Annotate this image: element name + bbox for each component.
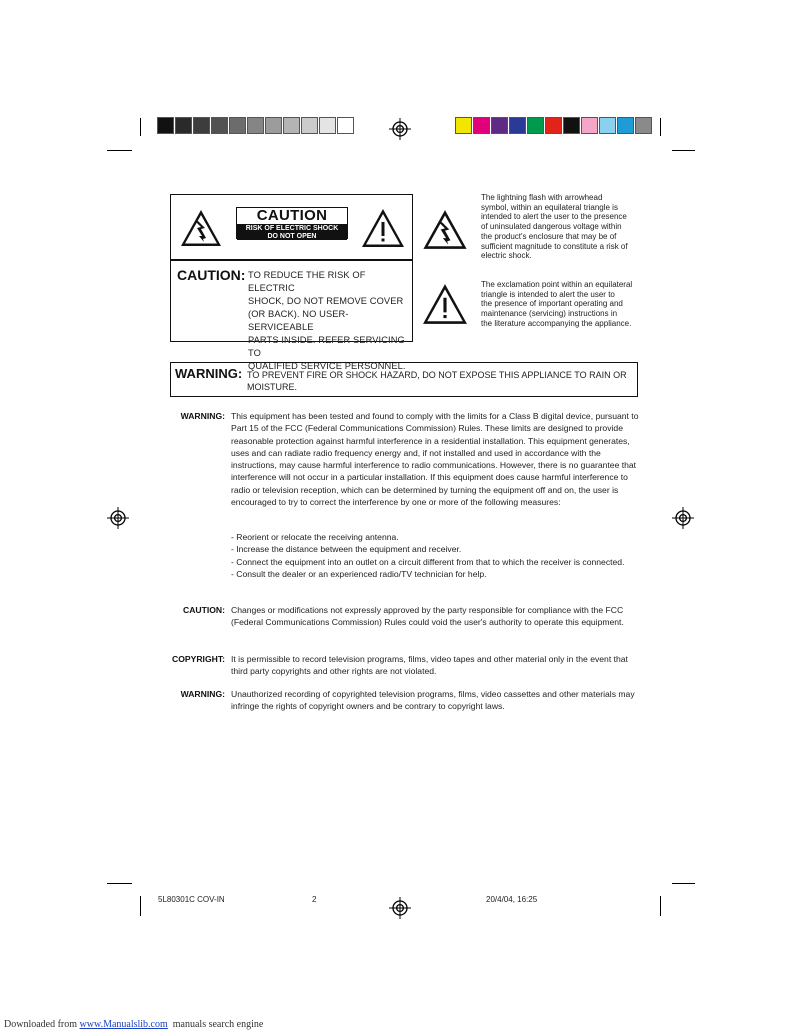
lightning-symbol-description — [481, 193, 643, 261]
download-line — [4, 1019, 263, 1030]
color-swatch — [473, 117, 490, 134]
caution-box — [170, 194, 413, 371]
footer-page-number: 2 — [312, 895, 317, 904]
warning-text: TO PREVENT FIRE OR SHOCK HAZARD, DO NOT EXPOSE THIS APPLIANCE TO RAIN OR MOISTURE. — [247, 370, 627, 392]
color-swatch — [563, 117, 580, 134]
caution-label-subtitle — [237, 224, 347, 240]
crop-mark — [140, 896, 141, 916]
fcc-warning-label: WARNING: — [180, 411, 225, 421]
description-line: the presence of important operating and — [481, 299, 623, 309]
caution-label-title: CAUTION — [237, 208, 347, 224]
color-swatch — [599, 117, 616, 134]
crop-mark — [672, 150, 695, 151]
color-swatch — [157, 117, 174, 134]
crop-mark — [107, 883, 132, 884]
caution-text: Changes or modifications not expressly approved by the party responsible for compliance with the FCC (Federal Communications Commission) Rules could void the user's authority to operate this equipment. — [231, 605, 624, 628]
description-line: of uninsulated dangerous voltage within — [481, 222, 622, 232]
list-item: - Connect the equipment into an outlet on a circuit different from that to which the receiver is connected. — [231, 556, 625, 567]
description-line: maintenance (servicing) instructions in — [481, 309, 618, 319]
registration-mark-icon — [389, 118, 411, 140]
crop-mark — [660, 896, 661, 916]
description-line: triangle is intended to alert the user to — [481, 289, 615, 299]
exclamation-symbol-description — [481, 280, 643, 329]
color-swatch — [175, 117, 192, 134]
copyright-label: COPYRIGHT: — [172, 654, 225, 664]
registration-mark-icon — [389, 897, 411, 919]
color-swatch — [211, 117, 228, 134]
crop-mark — [140, 118, 141, 136]
footer-code: 5L80301C COV-IN — [158, 895, 225, 904]
copyright-text: It is permissible to record television programs, films, video tapes and other material only in the event that third party copyrights and other rights are not violated. — [231, 654, 628, 677]
description-line: the literature accompanying the appliance. — [481, 318, 632, 328]
description-line: the product's enclosure that may be of — [481, 231, 617, 241]
download-suffix: manuals search engine — [167, 1019, 264, 1030]
caution-line: QUALIFIED SERVICE PERSONNEL. — [248, 361, 406, 371]
crop-mark — [107, 150, 132, 151]
caution-label-line: DO NOT OPEN — [267, 232, 317, 240]
description-line: The exclamation point within an equilateral — [481, 280, 633, 289]
registration-mark-icon — [107, 507, 129, 529]
color-swatch — [617, 117, 634, 134]
color-swatch — [527, 117, 544, 134]
footer-date: 20/4/04, 16:25 — [486, 895, 538, 904]
color-swatch — [581, 117, 598, 134]
process-color-bar — [455, 117, 653, 134]
manualslib-link[interactable]: www.Manualslib.com — [79, 1019, 168, 1030]
caution-label-line: RISK OF ELECTRIC SHOCK — [245, 225, 339, 232]
registration-mark-icon — [672, 507, 694, 529]
caution-line: (OR BACK). NO USER-SERVICEABLE — [248, 309, 349, 332]
recording-warning-text: Unauthorized recording of copyrighted television programs, films, video cassettes and other materials may infringe the rights of copyright owners and be contrary to copyright laws. — [231, 689, 635, 712]
recording-warning-label: WARNING: — [180, 689, 225, 699]
color-swatch — [319, 117, 336, 134]
description-line: electric shock. — [481, 251, 532, 261]
color-swatch — [635, 117, 652, 134]
description-line: symbol, within an equilateral triangle is — [481, 202, 618, 212]
warning-heading: WARNING: — [175, 366, 243, 381]
interference-measures-list — [231, 531, 646, 580]
caution-body — [248, 269, 413, 373]
list-item: - Increase the distance between the equipment and receiver. — [231, 544, 462, 555]
description-line: The lightning flash with arrowhead — [481, 193, 603, 202]
exclamation-triangle-icon — [422, 283, 468, 325]
color-swatch — [283, 117, 300, 134]
caution-heading: CAUTION: — [177, 267, 246, 283]
lightning-triangle-icon — [422, 209, 468, 250]
color-swatch — [265, 117, 282, 134]
description-line: intended to alert the user to the presence — [481, 212, 627, 222]
list-item: - Consult the dealer or an experienced radio/TV technician for help. — [231, 568, 487, 579]
color-swatch — [491, 117, 508, 134]
color-swatch — [301, 117, 318, 134]
exclamation-triangle-icon — [361, 208, 405, 248]
caution-line: SHOCK, DO NOT REMOVE COVER — [248, 296, 404, 306]
color-swatch — [193, 117, 210, 134]
crop-mark — [660, 118, 661, 136]
grayscale-color-bar — [157, 117, 355, 134]
color-swatch — [509, 117, 526, 134]
color-swatch — [545, 117, 562, 134]
description-line: sufficient magnitude to constitute a risk of — [481, 241, 628, 251]
caution-line: PARTS INSIDE. REFER SERVICING TO — [248, 335, 405, 358]
caution-box-divider — [171, 259, 412, 261]
caution-line: TO REDUCE THE RISK OF ELECTRIC — [248, 270, 366, 293]
color-swatch — [455, 117, 472, 134]
fcc-warning-text: This equipment has been tested and found to comply with the limits for a Class B digital device, pursuant to Part 15 of the FCC (Federal Communications Commission) Rules. These limits are designed to provide reasonable protection against harmful interference in a residential installation. This equipment generates, uses and can radiate radio frequency energy and, if not installed and used in accordance with the instructions, may cause harmful interference to radio communications. However, there is no guarantee that interference will not occur in a particular installation. If this equipment does cause harmful interference to radio or television reception, which can be determined by turning the equipment off and on, the user is encouraged to try to correct the interference by one or more of the following measures: — [231, 411, 639, 508]
crop-mark — [672, 883, 695, 884]
warning-box — [170, 362, 638, 397]
lightning-triangle-icon — [180, 209, 222, 247]
caution-label — [236, 207, 348, 239]
caution-label: CAUTION: — [182, 605, 225, 615]
download-prefix: Downloaded from — [4, 1019, 80, 1030]
color-swatch — [247, 117, 264, 134]
list-item: - Reorient or relocate the receiving antenna. — [231, 532, 399, 542]
color-swatch — [229, 117, 246, 134]
color-swatch — [337, 117, 354, 134]
